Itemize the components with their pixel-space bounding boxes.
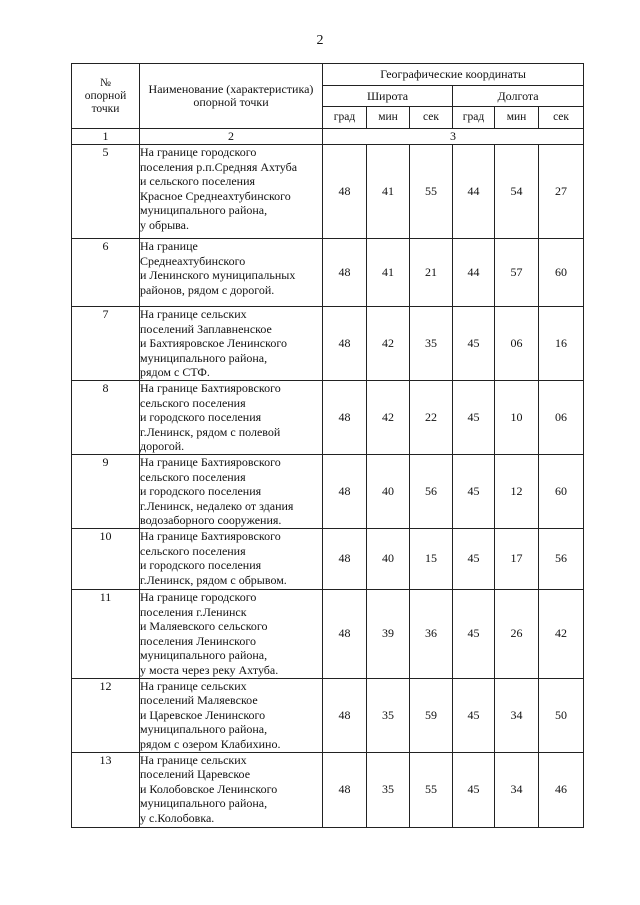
lat-sec-value: 22 — [410, 380, 453, 454]
point-number: 6 — [72, 239, 140, 307]
lon-min-value: 06 — [495, 307, 539, 381]
description-line: рядом с озером Клабихино. — [140, 736, 281, 751]
point-description — [140, 678, 323, 752]
description-line: г.Ленинск, рядом с полевой — [140, 424, 281, 439]
header-point-name: Наименование (характеристика) опорной точки — [140, 64, 323, 129]
lon-sec-value: 42 — [539, 589, 584, 678]
lon-sec-value: 60 — [539, 239, 584, 307]
lon-deg-value: 44 — [453, 239, 495, 307]
point-description — [140, 528, 323, 589]
header-longitude: Долгота — [453, 86, 584, 107]
table-row — [72, 589, 584, 678]
lat-sec-value: 55 — [410, 752, 453, 827]
table-row — [72, 528, 584, 589]
lat-min-value: 41 — [367, 145, 410, 239]
point-description — [140, 145, 323, 239]
description-line: На границе сельских — [140, 678, 247, 693]
column-number: 2 — [140, 129, 323, 145]
lat-deg-value: 48 — [323, 307, 367, 381]
header-geo-coordinates: Географические координаты — [323, 64, 584, 86]
lon-sec-value: 27 — [539, 145, 584, 239]
description-line: водозаборного сооружения. — [140, 513, 282, 528]
point-number: 12 — [72, 678, 140, 752]
lon-deg-value: 45 — [453, 380, 495, 454]
lon-sec-value: 60 — [539, 454, 584, 528]
lat-sec-value: 55 — [410, 145, 453, 239]
description-line: муниципального района, — [140, 203, 268, 218]
point-description — [140, 307, 323, 381]
description-line: На границе — [140, 239, 198, 253]
description-line: у с.Колобовка. — [140, 810, 215, 825]
description-line: районов, рядом с дорогой. — [140, 282, 275, 297]
point-number: 7 — [72, 307, 140, 381]
lon-deg-value: 45 — [453, 752, 495, 827]
description-line: и Бахтияровское Ленинского — [140, 336, 287, 351]
lat-min-value: 42 — [367, 307, 410, 381]
description-line: дорогой. — [140, 439, 185, 454]
lat-sec-value: 56 — [410, 454, 453, 528]
table-row — [72, 380, 584, 454]
lon-deg-value: 45 — [453, 678, 495, 752]
lat-min-value: 35 — [367, 678, 410, 752]
description-line: и городского поселения — [140, 558, 262, 573]
lon-min-value: 17 — [495, 528, 539, 589]
point-description — [140, 589, 323, 678]
lat-sec-value: 15 — [410, 528, 453, 589]
lat-sec-value: 21 — [410, 239, 453, 307]
description-line: На границе Бахтияровского — [140, 380, 281, 395]
lon-sec-value: 06 — [539, 380, 584, 454]
lat-deg-value: 48 — [323, 145, 367, 239]
table-row — [72, 145, 584, 239]
description-line: г.Ленинск, недалеко от здания — [140, 498, 294, 513]
description-line: На границе Бахтияровского — [140, 454, 281, 469]
description-line: у моста через реку Ахтуба. — [140, 662, 279, 677]
description-line: поселения р.п.Средняя Ахтуба — [140, 159, 298, 174]
header-lon-min: мин — [495, 107, 539, 129]
lon-min-value: 12 — [495, 454, 539, 528]
lon-min-value: 54 — [495, 145, 539, 239]
description-line: Среднеахтубинского — [140, 253, 246, 268]
lat-deg-value: 48 — [323, 528, 367, 589]
lat-sec-value: 59 — [410, 678, 453, 752]
point-number: 5 — [72, 145, 140, 239]
table-row — [72, 307, 584, 381]
point-description — [140, 454, 323, 528]
point-description — [140, 752, 323, 827]
description-line: у обрыва. — [140, 217, 190, 232]
column-number: 3 — [323, 129, 584, 145]
lat-min-value: 39 — [367, 589, 410, 678]
coordinates-table — [71, 63, 584, 828]
description-line: г.Ленинск, рядом с обрывом. — [140, 572, 287, 587]
description-line: и Царевское Ленинского — [140, 707, 266, 722]
description-line: поселений Заплавненское — [140, 321, 272, 336]
lon-min-value: 34 — [495, 678, 539, 752]
point-number: 13 — [72, 752, 140, 827]
description-line: поселения г.Ленинск — [140, 604, 247, 619]
description-line: рядом с СТФ. — [140, 365, 210, 380]
header-point-number: № опорной точки — [72, 64, 140, 129]
point-number: 8 — [72, 380, 140, 454]
lon-min-value: 10 — [495, 380, 539, 454]
header-lat-deg: град — [323, 107, 367, 129]
header-lat-sec: сек — [410, 107, 453, 129]
lon-deg-value: 45 — [453, 528, 495, 589]
description-line: сельского поселения — [140, 469, 246, 484]
description-line: и Колобовское Ленинского — [140, 781, 278, 796]
description-line: На границе городского — [140, 145, 257, 159]
lat-deg-value: 48 — [323, 239, 367, 307]
description-line: поселений Маляевское — [140, 693, 258, 708]
description-line: поселения Ленинского — [140, 633, 257, 648]
description-line: сельского поселения — [140, 543, 246, 558]
lat-deg-value: 48 — [323, 380, 367, 454]
lon-min-value: 57 — [495, 239, 539, 307]
description-line: и сельского поселения — [140, 174, 256, 189]
description-line: и Ленинского муниципальных — [140, 268, 296, 283]
lat-deg-value: 48 — [323, 454, 367, 528]
table-row — [72, 454, 584, 528]
lat-min-value: 41 — [367, 239, 410, 307]
lon-deg-value: 45 — [453, 307, 495, 381]
point-number: 11 — [72, 589, 140, 678]
description-line: муниципального района, — [140, 648, 268, 663]
lat-min-value: 35 — [367, 752, 410, 827]
lat-sec-value: 35 — [410, 307, 453, 381]
table-row — [72, 678, 584, 752]
page-number: 2 — [316, 33, 324, 48]
lat-min-value: 40 — [367, 528, 410, 589]
description-line: поселений Царевское — [140, 767, 251, 782]
lon-deg-value: 45 — [453, 589, 495, 678]
lon-sec-value: 16 — [539, 307, 584, 381]
description-line: На границе сельских — [140, 752, 247, 767]
table-row — [72, 752, 584, 827]
description-line: и городского поселения — [140, 410, 262, 425]
description-line: сельского поселения — [140, 395, 246, 410]
point-number: 9 — [72, 454, 140, 528]
description-line: Красное Среднеахтубинского — [140, 188, 291, 203]
column-number: 1 — [72, 129, 140, 145]
description-line: На границе сельских — [140, 307, 247, 321]
point-description — [140, 380, 323, 454]
header-lon-sec: сек — [539, 107, 584, 129]
point-description — [140, 239, 323, 307]
lat-deg-value: 48 — [323, 752, 367, 827]
table-row — [72, 239, 584, 307]
description-line: и Маляевского сельского — [140, 619, 268, 634]
description-line: На границе Бахтияровского — [140, 528, 281, 543]
header-lat-min: мин — [367, 107, 410, 129]
lat-min-value: 42 — [367, 380, 410, 454]
header-latitude: Широта — [323, 86, 453, 107]
lat-sec-value: 36 — [410, 589, 453, 678]
description-line: муниципального района, — [140, 350, 268, 365]
header-lon-deg: град — [453, 107, 495, 129]
lon-deg-value: 45 — [453, 454, 495, 528]
lon-min-value: 34 — [495, 752, 539, 827]
lon-sec-value: 46 — [539, 752, 584, 827]
lon-sec-value: 56 — [539, 528, 584, 589]
lat-min-value: 40 — [367, 454, 410, 528]
point-number: 10 — [72, 528, 140, 589]
lat-deg-value: 48 — [323, 589, 367, 678]
description-line: муниципального района, — [140, 722, 268, 737]
description-line: На границе городского — [140, 589, 257, 604]
lon-min-value: 26 — [495, 589, 539, 678]
lat-deg-value: 48 — [323, 678, 367, 752]
description-line: и городского поселения — [140, 484, 262, 499]
description-line: муниципального района, — [140, 796, 268, 811]
lon-deg-value: 44 — [453, 145, 495, 239]
lon-sec-value: 50 — [539, 678, 584, 752]
